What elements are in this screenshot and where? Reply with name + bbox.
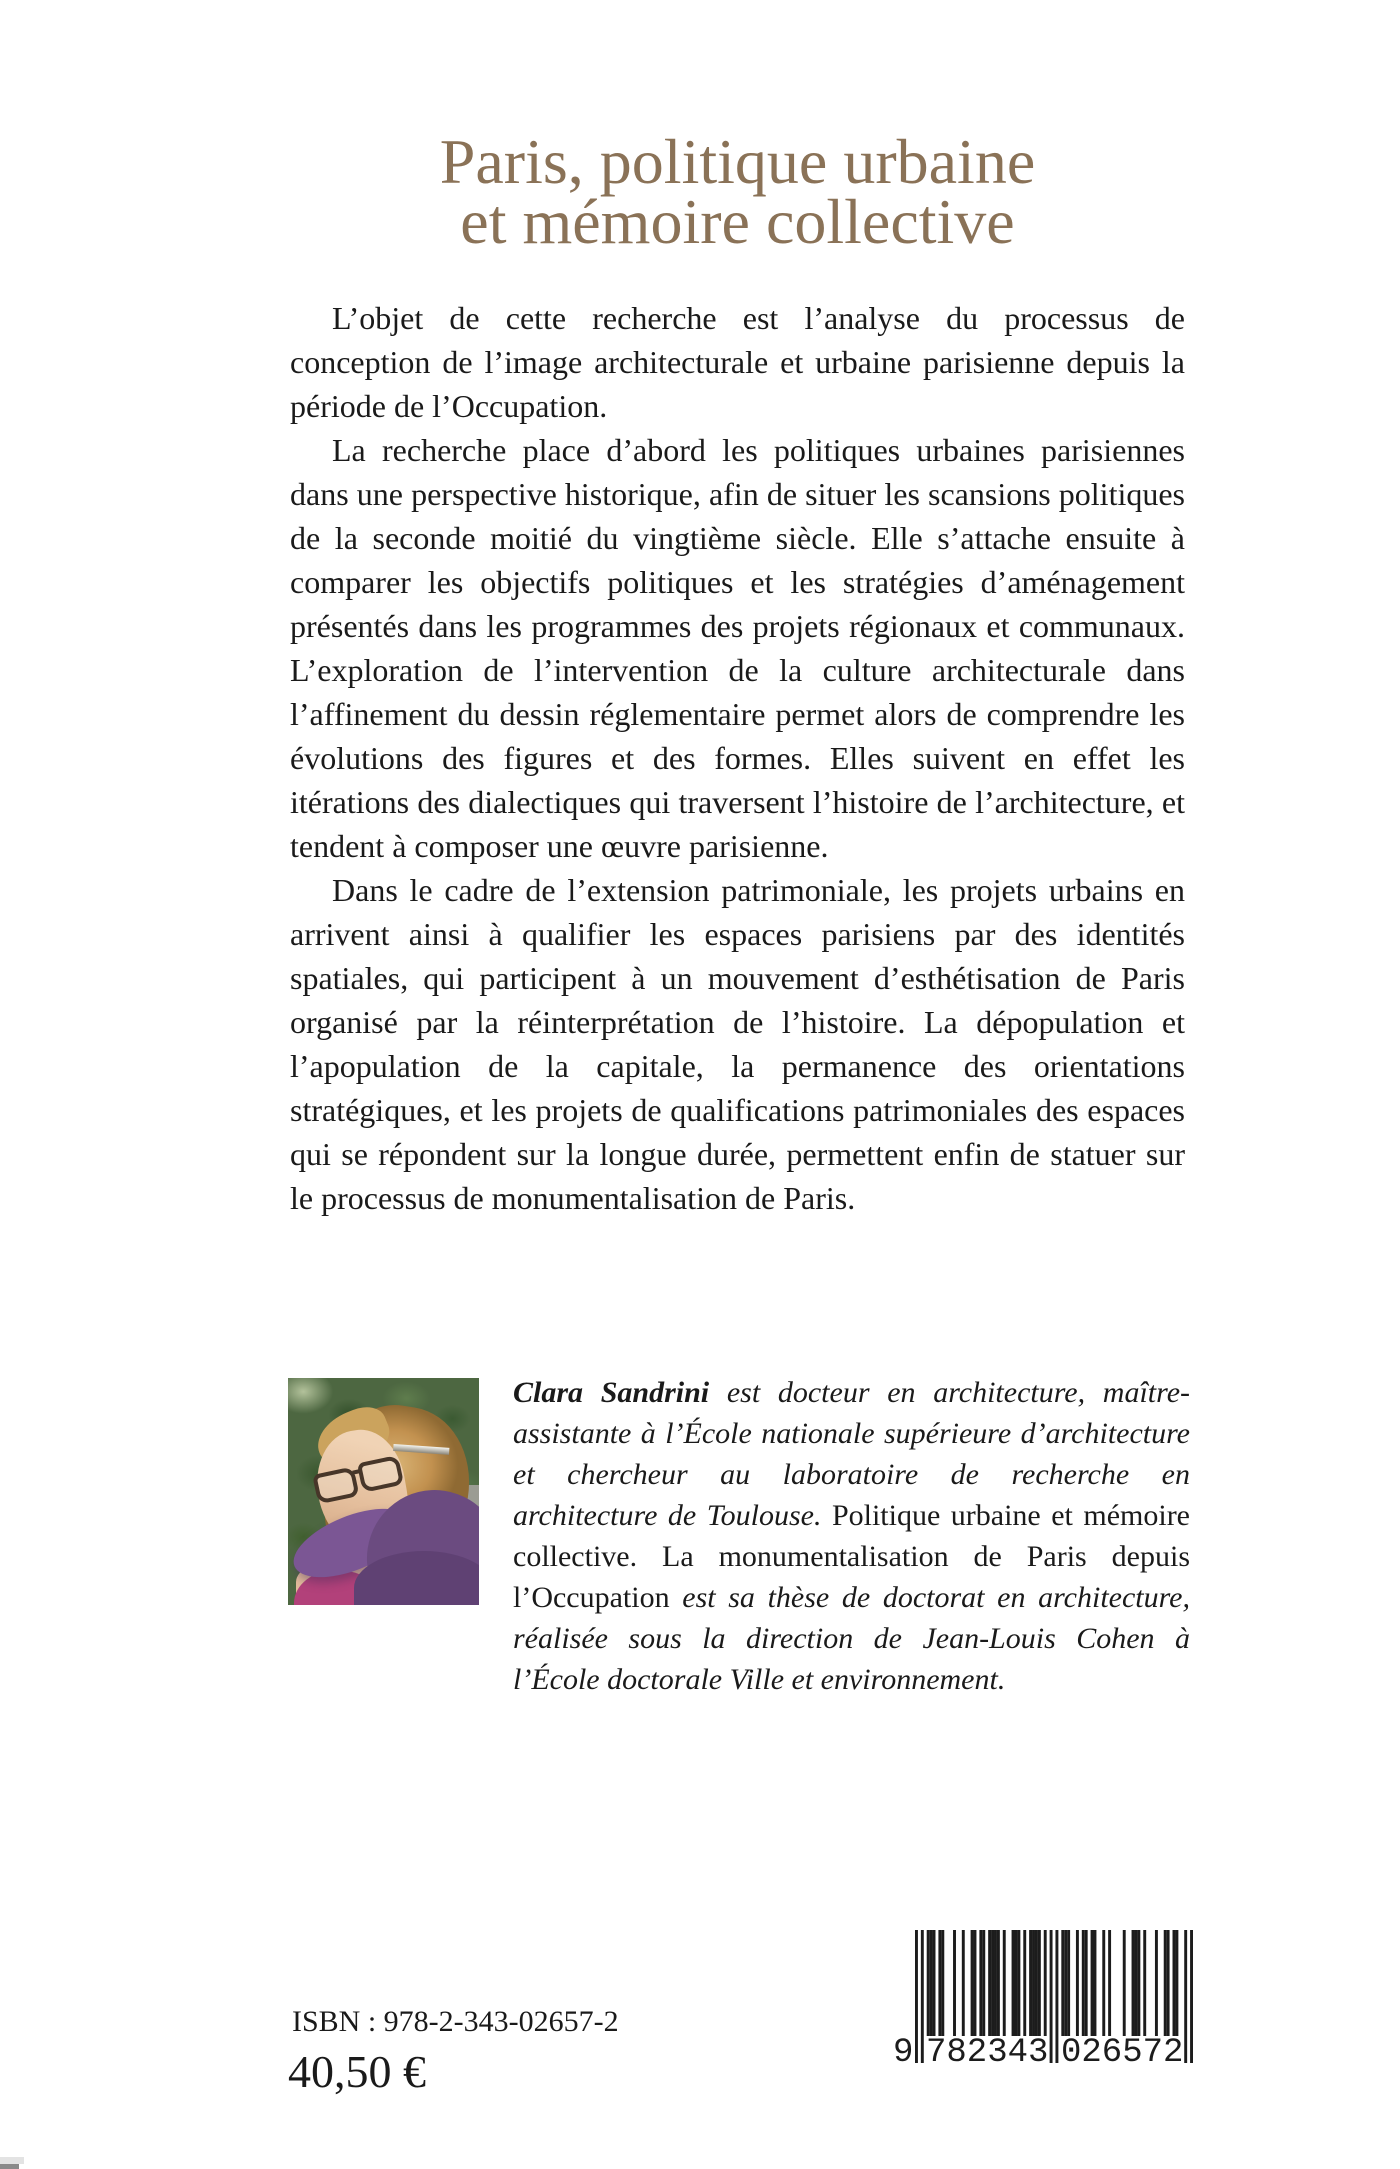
book-title [290, 126, 1185, 257]
synopsis [290, 296, 1185, 1220]
barcode-digit-lead: 9 [893, 2034, 914, 2072]
author-bio [513, 1372, 1190, 1700]
bio-italic-text-1: est docteur en architecture, maître-assistante à l’École nationale supérieure d’architecture et chercheur au laboratoire de recherche en architecture de Toulouse. [513, 1376, 1191, 1532]
title-line-1: Paris, politique urbaine [439, 126, 1036, 197]
synopsis-paragraph-1: L’objet de cette recherche est l’analyse du processus de conception de l’image architecturale et urbaine parisienne depuis la période de l’Occupation. [290, 300, 1185, 424]
author-name: Clara Sandrini [513, 1376, 710, 1409]
scrollbar-artifact-dark [0, 2164, 19, 2169]
price-text: 40,50 € [288, 2046, 426, 2097]
bio-italic-text-2: est sa thèse de doctorat en architecture, réalisée sous la direction de Jean-Louis Cohen à l’École doctorale Ville et environnement. [513, 1581, 1190, 1696]
bio-book-title: Politique urbaine et mémoire collective. La monumentalisation de Paris depuis l’Occupation [513, 1499, 1191, 1614]
title-line-2: et mémoire collective [460, 186, 1015, 257]
synopsis-paragraph-2: La recherche place d’abord les politiques urbaines parisiennes dans une perspective historique, afin de situer les scansions politiques de la seconde moitié du vingtième siècle. Elle s’attache ensuite à comparer les objectifs politiques et les stratégies d’aménagement présentés dans les programmes des projets régionaux et communaux. L’exploration de l’intervention de la culture architecturale dans l’affinement du dessin réglementaire permet alors de comprendre les évolutions des figures et des formes. Elles suivent en effet les itérations des dialectiques qui traversent l’histoire de l’architecture, et tendent à composer une œuvre parisienne. [290, 432, 1185, 864]
barcode-digit-group-left: 782343 [926, 2034, 1049, 2072]
isbn-text: ISBN : 978-2-343-02657-2 [292, 2005, 619, 2038]
author-photo [288, 1378, 479, 1605]
synopsis-paragraph-3: Dans le cadre de l’extension patrimoniale, les projets urbains en arrivent ainsi à qualifier les espaces parisiens par des identités spatiales, qui participent à un mouvement d’esthétisation de Paris organisé par la réinterprétation de l’histoire. La dépopulation et l’apopulation de la capitale, la permanence des orientations stratégiques, et les projets de qualifications patrimoniales des espaces qui se répondent sur la longue durée, permettent enfin de statuer sur le processus de monumentalisation de Paris. [290, 872, 1185, 1216]
barcode-digit-group-right: 026572 [1061, 2034, 1184, 2072]
scrollbar-artifact-light [0, 2157, 24, 2164]
